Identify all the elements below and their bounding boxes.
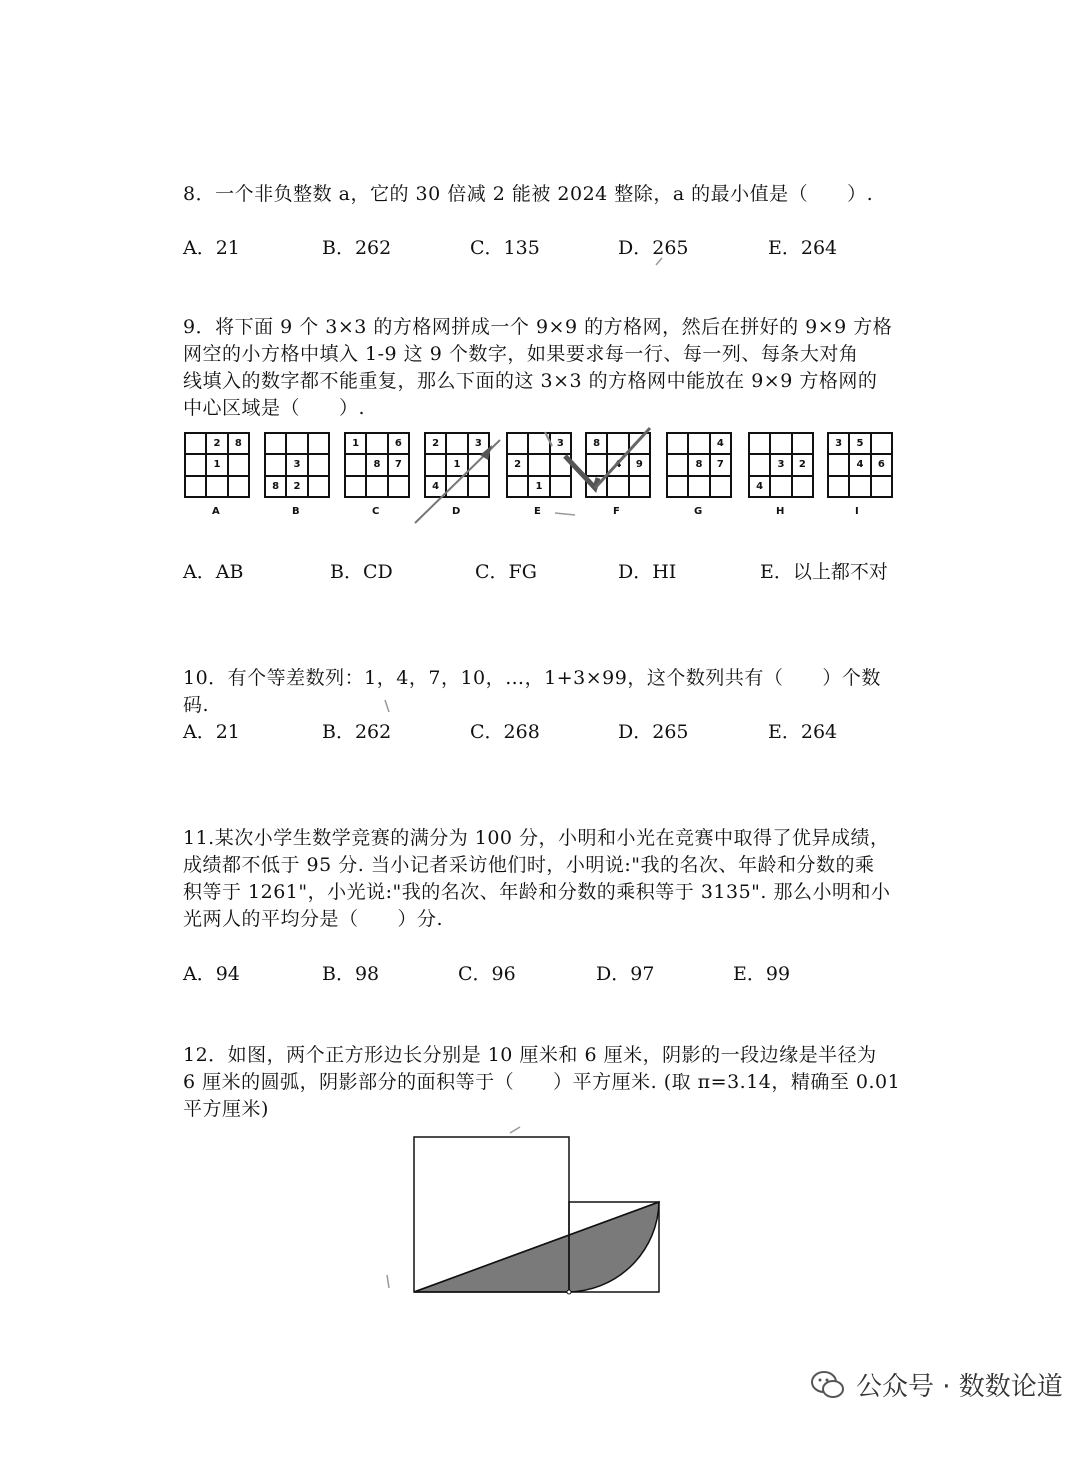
grid-cell: 8 [366, 454, 387, 475]
q10-line: 码. [183, 694, 210, 716]
center-point [567, 1290, 571, 1294]
grid-cell: 7 [710, 454, 731, 475]
q11-option-a: A．94 [183, 963, 240, 985]
q11-option-b: B．98 [322, 963, 380, 985]
q8-text: 8．一个非负整数 a，它的 30 倍减 2 能被 2024 整除，a 的最小值是（ ）. [183, 183, 874, 205]
grid-cell: 4 [710, 433, 731, 454]
grid-cell: 6 [388, 433, 409, 454]
q11-line: 11.某次小学生数学竞赛的满分为 100 分，小明和小光在竞赛中取得了优异成绩， [183, 827, 890, 849]
q9-option-a: A．AB [183, 561, 244, 583]
q11-line: 光两人的平均分是（ ）分. [183, 908, 444, 930]
grid-cell: 1 [446, 454, 467, 475]
q10-option-c: C．268 [470, 721, 540, 743]
grid-cell: 4 [607, 454, 628, 475]
grid-cell: 4 [749, 476, 770, 497]
q12-line: 6 厘米的圆弧，阴影部分的面积等于（ ）平方厘米. (取 π=3.14，精确至 0.01 [183, 1071, 901, 1093]
grid-cell: 8 [265, 476, 286, 497]
q12-text [183, 1042, 900, 1123]
grid-cell: 1 [528, 476, 549, 497]
grid-cell: 2 [286, 476, 307, 497]
q11-line: 成绩都不低于 95 分. 当小记者采访他们时，小明说:"我的名次、年龄和分数的乘 [183, 854, 875, 876]
q9-option-d: D．HI [618, 561, 677, 583]
grid-label-d: D [452, 506, 461, 517]
q9-line: 中心区域是（ ）. [183, 397, 366, 419]
q9-line: 网空的小方格中填入 1-9 这 9 个数字，如果要求每一行、每一列、每条大对角 [183, 343, 859, 365]
two-squares-figure [400, 1125, 680, 1305]
grid-cell: 3 [286, 454, 307, 475]
grid-cell: 5 [849, 433, 870, 454]
grid-label-e: E [534, 506, 541, 517]
grid-cell: 8 [586, 433, 607, 454]
q11-line: 积等于 1261"，小光说:"我的名次、年龄和分数的乘积等于 3135". 那么小明和小 [183, 881, 891, 903]
grid-cell: 8 [228, 433, 249, 454]
q9-line: 线填入的数字都不能重复，那么下面的这 3×3 的方格网中能放在 9×9 方格网的 [183, 370, 878, 392]
grid-cell: 2 [507, 454, 528, 475]
q9-line: 9．将下面 9 个 3×3 的方格网拼成一个 9×9 的方格网，然后在拼好的 9×9 方格 [183, 316, 893, 338]
q11-option-d: D．97 [596, 963, 655, 985]
grid-cell: 9 [629, 454, 650, 475]
grid-cell: 1 [345, 433, 366, 454]
grid-cell: 1 [206, 454, 227, 475]
grid-cell: 8 [688, 454, 709, 475]
grid-cell: 3 [828, 433, 849, 454]
grid-cell: 4 [425, 476, 446, 497]
q8-option-c: C．135 [470, 237, 540, 259]
q9-option-e: E．以上都不对 [760, 561, 888, 583]
wechat-icon [810, 1370, 846, 1400]
grid-label-h: H [776, 506, 785, 517]
grid-label-f: F [613, 506, 620, 517]
grid-cell: 7 [388, 454, 409, 475]
q11-option-c: C．96 [458, 963, 516, 985]
grid-label-b: B [292, 506, 300, 517]
q10-option-a: A．21 [183, 721, 240, 743]
q11-text [183, 825, 891, 933]
q8-option-b: B．262 [322, 237, 392, 259]
grid-cell: 3 [468, 433, 489, 454]
q10-option-b: B．262 [322, 721, 392, 743]
grid-label-i: I [855, 506, 859, 517]
grid-cell: 3 [550, 433, 571, 454]
q12-line: 平方厘米) [183, 1098, 269, 1120]
q8-option-a: A．21 [183, 237, 240, 259]
q8-option-d: D．265 [618, 237, 689, 259]
q9-option-c: C．FG [475, 561, 537, 583]
grid-cell: 2 [206, 433, 227, 454]
q10-text [183, 665, 881, 719]
q11-option-e: E．99 [733, 963, 791, 985]
watermark-text: 公众号 · 数数论道 [856, 1372, 1063, 1402]
q10-option-d: D．265 [618, 721, 689, 743]
q10-option-e: E．264 [768, 721, 838, 743]
watermark [810, 1366, 1063, 1403]
q8-option-e: E．264 [768, 237, 838, 259]
q10-line: 10．有个等差数列：1，4，7，10，…，1+3×99，这个数列共有（ ）个数 [183, 667, 881, 689]
grid-cell: 2 [792, 454, 813, 475]
grid-cell: 4 [849, 454, 870, 475]
grid-label-a: A [212, 506, 220, 517]
q12-line: 12．如图，两个正方形边长分别是 10 厘米和 6 厘米，阴影的一段边缘是半径为 [183, 1044, 877, 1066]
q9-option-b: B．CD [330, 561, 393, 583]
grid-cell: 3 [770, 454, 791, 475]
grid-cell: 6 [871, 454, 892, 475]
grid-label-g: G [694, 506, 703, 517]
grid-label-c: C [372, 506, 380, 517]
grid-cell: 2 [425, 433, 446, 454]
